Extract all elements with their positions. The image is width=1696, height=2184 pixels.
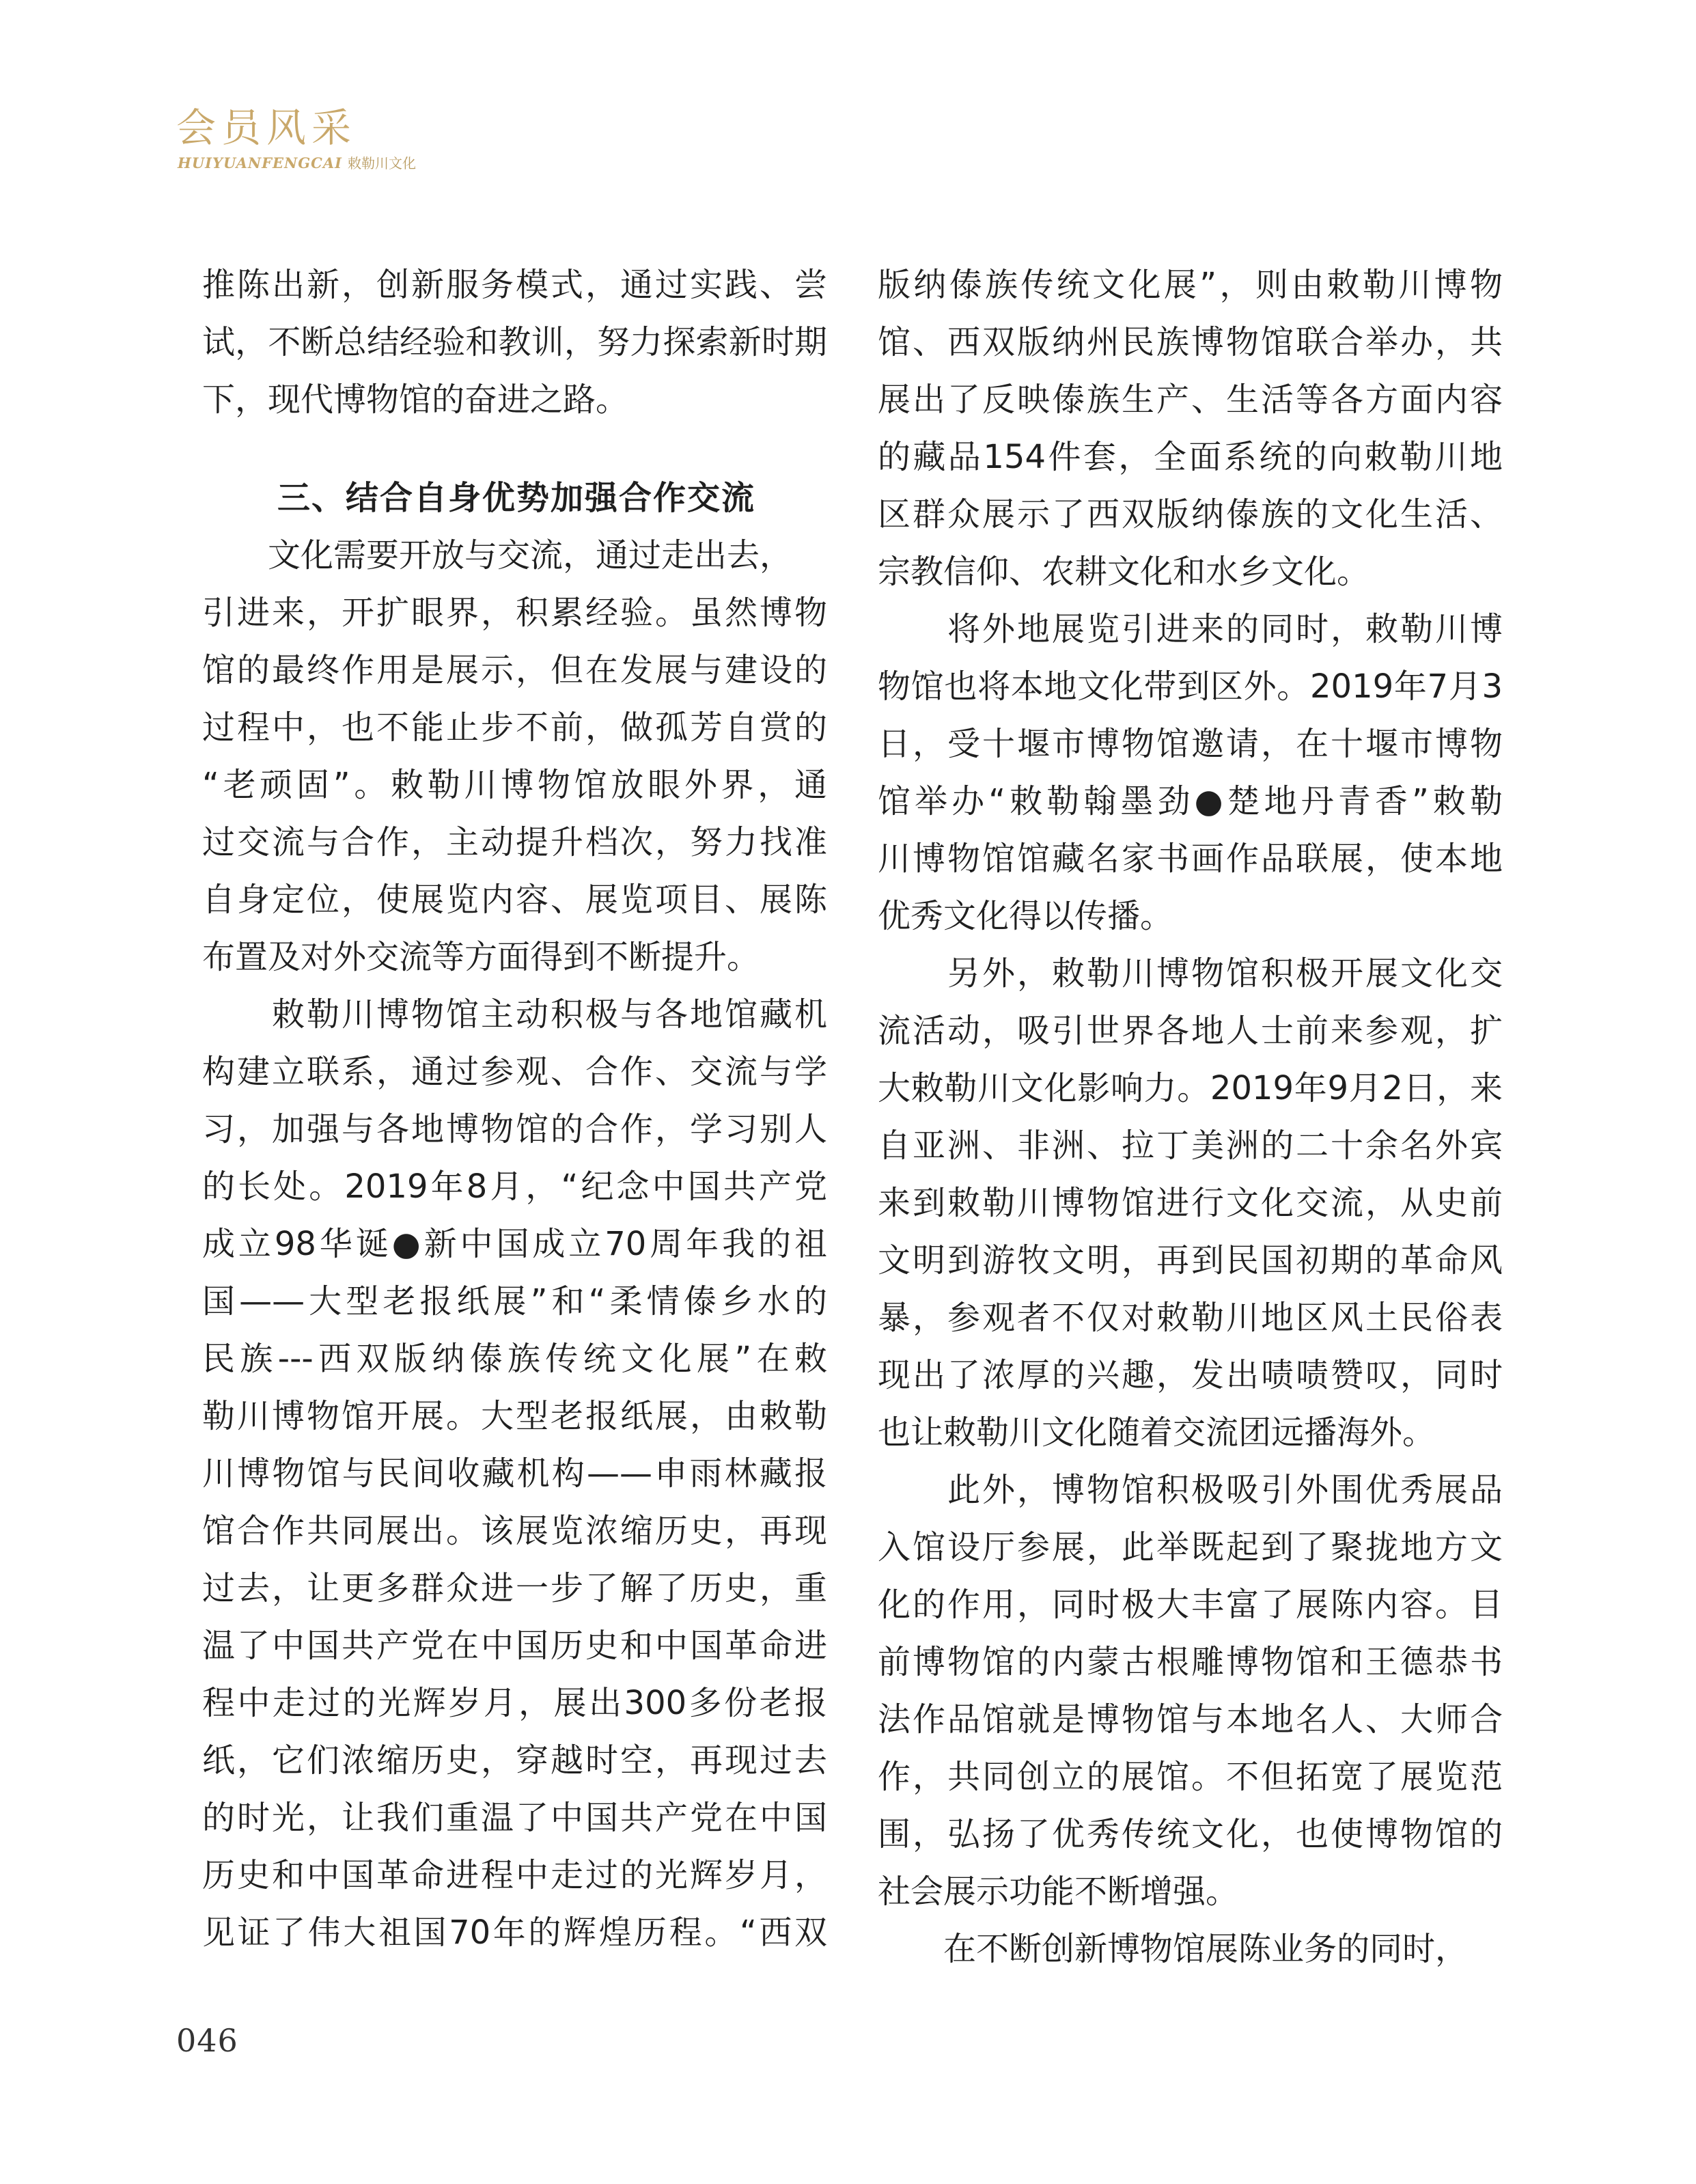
text-line: 物馆也将本地文化带到区外。2019年7月3 (878, 667, 1503, 706)
section-title: 会员风采 (176, 105, 357, 151)
text-line: 自身定位，使展览内容、展览项目、展陈 (202, 881, 827, 919)
text-line: 文化需要开放与交流，通过走出去， (202, 536, 793, 575)
text-line: 自亚洲、非洲、拉丁美洲的二十余名外宾 (878, 1126, 1503, 1165)
text-line: 推陈出新，创新服务模式，通过实践、尝 (202, 266, 827, 304)
text-line: 馆合作共同展出。该展览浓缩历史，再现 (202, 1512, 827, 1550)
text-line: 暴，参观者不仅对敕勒川地区风土民俗表 (878, 1299, 1503, 1337)
text-line: 馆、西双版纳州民族博物馆联合举办，共 (878, 323, 1503, 361)
page-number: 046 (176, 2022, 238, 2059)
text-line: 此外，博物馆积极吸引外围优秀展品 (878, 1471, 1503, 1509)
section-subtitle (178, 153, 416, 175)
text-line: “老顽固”。敕勒川博物馆放眼外界，通 (202, 766, 827, 804)
text-line: 馆举办“敕勒翰墨劲●楚地丹青香”敕勒 (878, 782, 1503, 820)
text-line: 布置及对外交流等方面得到不断提升。 (202, 938, 760, 976)
text-line: 法作品馆就是博物馆与本地名人、大师合 (878, 1700, 1503, 1739)
section-header (176, 104, 586, 179)
text-line: 展出了反映傣族生产、生活等各方面内容 (878, 381, 1503, 419)
text-line: 民族---西双版纳傣族传统文化展”在敕 (202, 1340, 827, 1378)
text-line: 敕勒川博物馆主动积极与各地馆藏机 (202, 995, 827, 1034)
text-line: 也让敕勒川文化随着交流团远播海外。 (878, 1413, 1436, 1452)
text-line: 优秀文化得以传播。 (878, 897, 1173, 935)
text-line: 引进来，开扩眼界，积累经验。虽然博物 (202, 594, 827, 632)
text-line: 过去，让更多群众进一步了解了历史，重 (202, 1569, 827, 1607)
text-line: 过程中，也不能止步不前，做孤芳自赏的 (202, 708, 827, 747)
left-column (202, 256, 827, 1961)
text-line: 作，共同创立的展馆。不但拓宽了展览范 (878, 1758, 1503, 1796)
text-line: 习，加强与各地博物馆的合作，学习别人 (202, 1110, 827, 1148)
text-line: 将外地展览引进来的同时，敕勒川博 (878, 610, 1503, 648)
text-line: 成立98华诞●新中国成立70周年我的祖 (202, 1225, 827, 1263)
text-line: 区群众展示了西双版纳傣族的文化生活、 (878, 495, 1503, 534)
section-subtitle-latin: HUIYUANFENGCAI (178, 154, 343, 171)
text-line: 的时光，让我们重温了中国共产党在中国 (202, 1799, 827, 1837)
text-line: 的藏品154件套，全面系统的向敕勒川地 (878, 438, 1503, 476)
text-line: 文明到游牧文明，再到民国初期的革命风 (878, 1241, 1503, 1280)
text-line: 过交流与合作，主动提升档次，努力找准 (202, 823, 827, 861)
text-line: 大敕勒川文化影响力。2019年9月2日，来 (878, 1069, 1503, 1107)
text-line: 现出了浓厚的兴趣，发出啧啧赞叹，同时 (878, 1356, 1503, 1394)
text-line: 社会展示功能不断增强。 (878, 1872, 1239, 1911)
text-line: 下，现代博物馆的奋进之路。 (202, 381, 629, 419)
section-heading: 三、结合自身优势加强合作交流 (277, 479, 756, 517)
text-line: 川博物馆馆藏名家书画作品联展，使本地 (878, 840, 1503, 878)
text-line: 化的作用，同时极大丰富了展陈内容。目 (878, 1586, 1503, 1624)
text-line: 温了中国共产党在中国历史和中国革命进 (202, 1627, 827, 1665)
text-line: 程中走过的光辉岁月，展出300多份老报 (202, 1684, 827, 1722)
text-line: 流活动，吸引世界各地人士前来参观，扩 (878, 1012, 1503, 1050)
text-line: 的长处。2019年8月，“纪念中国共产党 (202, 1167, 827, 1206)
text-line: 勒川博物馆开展。大型老报纸展，由敕勒 (202, 1397, 827, 1435)
text-line: 馆的最终作用是展示，但在发展与建设的 (202, 651, 827, 689)
text-line: 历史和中国革命进程中走过的光辉岁月， (202, 1856, 827, 1894)
text-line: 见证了伟大祖国70年的辉煌历程。“西双 (202, 1913, 827, 1952)
text-line: 在不断创新博物馆展陈业务的同时， (878, 1930, 1469, 1968)
text-line: 围，弘扬了优秀传统文化，也使博物馆的 (878, 1815, 1503, 1853)
text-line: 另外，敕勒川博物馆积极开展文化交 (878, 954, 1503, 993)
right-column (878, 256, 1503, 1978)
text-line: 试，不断总结经验和教训，努力探索新时期 (202, 323, 827, 361)
text-line: 日，受十堰市博物馆邀请，在十堰市博物 (878, 725, 1503, 763)
section-subtitle-cn: 敕勒川文化 (348, 155, 417, 171)
text-line: 版纳傣族传统文化展”，则由敕勒川博物 (878, 266, 1503, 304)
text-line: 宗教信仰、农耕文化和水乡文化。 (878, 553, 1370, 591)
paragraph-gap (202, 428, 827, 469)
text-line: 入馆设厅参展，此举既起到了聚拢地方文 (878, 1528, 1503, 1566)
text-line: 构建立联系，通过参观、合作、交流与学 (202, 1053, 827, 1091)
text-line: 川博物馆与民间收藏机构——申雨林藏报 (202, 1454, 827, 1493)
text-line: 前博物馆的内蒙古根雕博物馆和王德恭书 (878, 1643, 1503, 1681)
text-line: 国——大型老报纸展”和“柔情傣乡水的 (202, 1282, 827, 1321)
text-line: 纸，它们浓缩历史，穿越时空，再现过去 (202, 1741, 827, 1780)
text-line: 来到敕勒川博物馆进行文化交流，从史前 (878, 1184, 1503, 1222)
